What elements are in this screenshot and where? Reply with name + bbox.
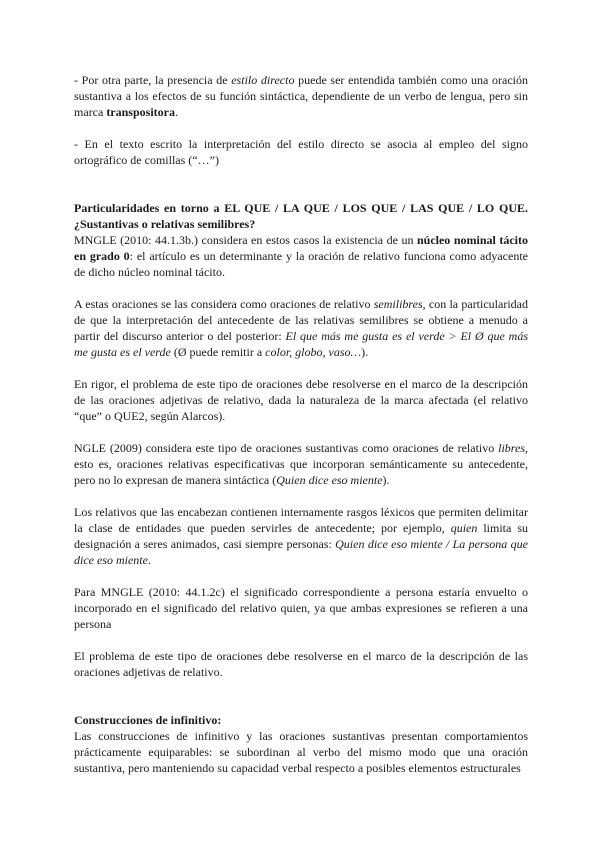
paragraph-en-rigor: En rigor, el problema de este tipo de oraciones debe resolverse en el marco de la descripción de las oraciones adjetivas de relativo, dada la naturaleza de la marca afectada (el relativo “que” o QUE2, según Alarcos). [74, 377, 528, 423]
italic-term: libres [498, 441, 525, 455]
paragraph-comillas: - En el texto escrito la interpretación del estilo directo se asocia al empleo del signo ortográfico de comillas (“…”) [74, 137, 528, 167]
text: Los relativos que las encabezan contienen internamente rasgos léxicos que permiten delimitar la clase de entidades que pueden servirles de antecedente; por ejemplo, [74, 505, 528, 535]
paragraph-mngle-nucleo [74, 232, 528, 280]
italic-example: El que más me gusta es el verde > El Ø que más me gusta es el verde [74, 329, 528, 359]
text: A estas oraciones se las considera como oraciones de relativo [74, 297, 374, 311]
paragraph-ngle-libres [74, 440, 528, 488]
paragraph-problema: El problema de este tipo de oraciones debe resolverse en el marco de la descripción de las oraciones adjetivas de relativo. [74, 649, 528, 679]
text: ). [361, 345, 369, 359]
paragraph-estilo-directo [74, 72, 528, 120]
text: , esto es, oraciones relativas especificativas que incorporan semánticamente su antecedente, pero no lo expresan de manera sintáctica ( [74, 441, 528, 487]
text: puede ser entendida también como una oración sustantiva a los efectos de su función sintáctica, dependiente de un verbo de lengua, pero sin marca [74, 73, 528, 119]
text: limita su designación a seres animados, casi siempre personas: [74, 521, 528, 551]
text: MNGLE (2010: 44.1.3b.) considera en estos casos la existencia de un [74, 233, 417, 247]
section-heading-el-que: Particularidades en torno a EL QUE / LA QUE / LOS QUE / LAS QUE / LO QUE. ¿Sustantivas o relativas semilibres? [74, 201, 528, 231]
italic-term: estilo directo [231, 73, 295, 87]
text: , con la particularidad de que la interpretación del antecedente de las relativas semilibres se obtiene a menudo a partir del discurso anterior o del posterior: [74, 297, 528, 343]
section-heading-infinitivo: Construcciones de infinitivo: [74, 713, 222, 727]
text: . [147, 553, 151, 567]
text: - Por otra parte, la presencia de [74, 73, 232, 87]
paragraph-infinitivo: Las construcciones de infinitivo y las oraciones sustantivas presentan comportamientos prácticamente equiparables: se subordinan al verbo del mismo modo que una oración sustantiva, pero manteniendo su capacidad verbal respecto a posibles elementos estructurales [74, 729, 528, 775]
text: (Ø puede remitir a [170, 345, 266, 359]
text: NGLE (2009) considera este tipo de oraciones sustantivas como oraciones de relativo [74, 441, 499, 455]
paragraph-para-mngle: Para MNGLE (2010: 44.1.2c) el significado correspondiente a persona estaría envuelto o incorporado en el significado del relativo quien, ya que ambas expresiones se refieren a una persona [74, 585, 528, 631]
bold-term: núcleo nominal tácito en grado 0 [74, 233, 529, 263]
italic-term: quien [450, 521, 478, 535]
text: . [174, 105, 178, 119]
italic-example: color, globo, vaso… [265, 345, 362, 359]
italic-example: Quien dice eso miente / La persona que dice eso miente [74, 537, 528, 567]
text: : el artículo es un determinante y la oración de relativo funciona como adyacente de dicho núcleo nominal tácito. [74, 249, 528, 279]
italic-term: semilibres [373, 297, 423, 311]
bold-term: transpositora [106, 105, 175, 119]
paragraph-semilibres [74, 296, 528, 360]
italic-example: Quien dice eso miente [276, 473, 383, 487]
text: ). [382, 473, 390, 487]
paragraph-relativos [74, 504, 528, 568]
